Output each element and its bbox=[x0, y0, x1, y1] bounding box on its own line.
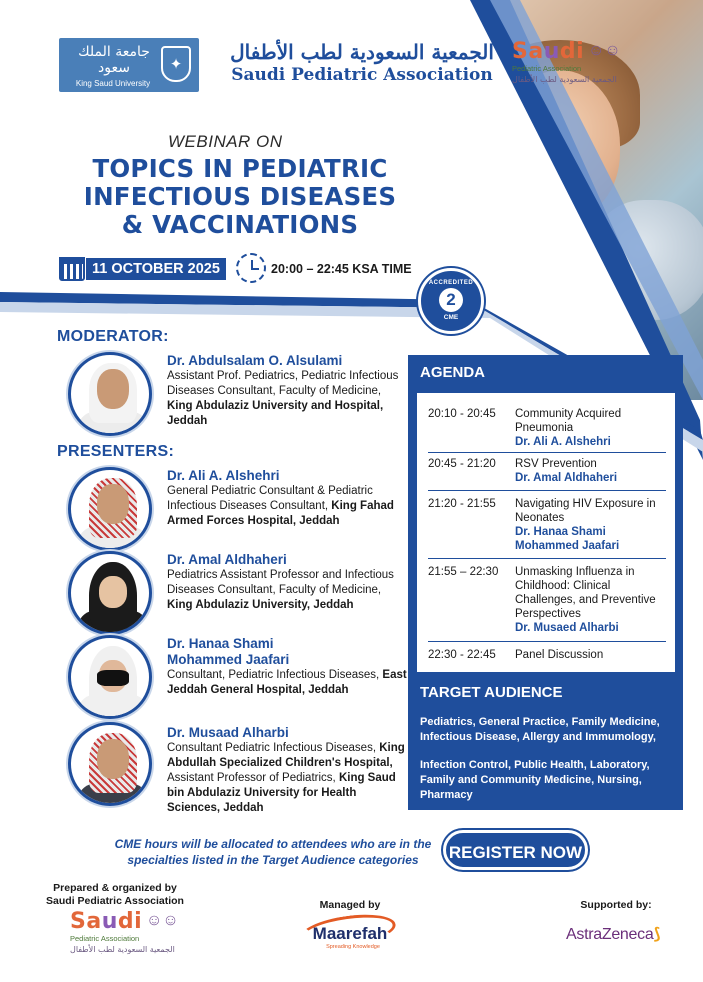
agenda-topic: Unmasking Influenza in Childhood: Clinical Challenges, and Preventive Perspectives bbox=[515, 566, 656, 620]
cme-badge bbox=[418, 268, 484, 334]
presenter-name: Dr. Ali A. Alshehri bbox=[167, 468, 280, 483]
agenda-time: 21:20 - 21:55 bbox=[428, 498, 496, 510]
logo-word-a: Sa bbox=[70, 909, 102, 934]
logo-word-u: u bbox=[101, 909, 118, 934]
presenter-affiliation: King Abdulaziz University, Jeddah bbox=[167, 599, 354, 611]
kids-icon: ☺☺ bbox=[146, 912, 179, 929]
logo-sub-english: Pediatric Association bbox=[70, 934, 140, 943]
logo-word-b: di bbox=[559, 39, 585, 64]
calendar-icon bbox=[59, 257, 85, 281]
agenda-time: 20:10 - 20:45 bbox=[428, 408, 496, 420]
spa-name-english: Saudi Pediatric Association bbox=[231, 65, 493, 85]
agenda-topic: Community Acquired Pneumonia bbox=[515, 408, 622, 434]
maarefah-logo bbox=[298, 914, 402, 954]
presenter-avatar bbox=[68, 467, 152, 551]
logo-word-u: u bbox=[543, 39, 560, 64]
presenter-name: Dr. Musaad Alharbi bbox=[167, 725, 289, 740]
agenda-speaker: Dr. Ali A. Alshehri bbox=[515, 436, 611, 448]
presenter-name: Dr. Amal Aldhaheri bbox=[167, 552, 287, 567]
spa-header bbox=[226, 40, 498, 86]
presenter-name: Dr. Hanaa Shami Mohammed Jaafari bbox=[167, 636, 290, 667]
webinar-kicker: WEBINAR ON bbox=[168, 132, 283, 151]
palm-seal-icon: ✦ bbox=[161, 46, 191, 82]
maarefah-tagline: Spreading Knowledge bbox=[326, 944, 380, 950]
presenter-affiliation: East Jeddah General Hospital, Jeddah bbox=[167, 669, 407, 696]
register-now-button[interactable]: REGISTER NOW bbox=[443, 830, 588, 870]
presenter-affiliation-2: King Saud bin Abdulaziz University for Health Sciences, Jeddah bbox=[167, 772, 396, 814]
logo-sub-english: Pediatric Association bbox=[512, 64, 582, 73]
agenda-speaker: Dr. Amal Aldhaheri bbox=[515, 472, 618, 484]
presenter-affiliation: King Fahad Armed Forces Hospital, Jeddah bbox=[167, 500, 394, 527]
agenda-topic: Panel Discussion bbox=[515, 649, 604, 661]
title-line-1: TOPICS IN PEDIATRIC bbox=[92, 154, 388, 183]
astrazeneca-word: AstraZeneca bbox=[566, 926, 654, 943]
logo-sub-arabic: الجمعية السعودية لطب الأطفال bbox=[70, 945, 175, 954]
agenda-heading: AGENDA bbox=[420, 364, 486, 381]
agenda-time: 20:45 - 21:20 bbox=[428, 458, 496, 470]
presenter-info bbox=[167, 725, 407, 816]
event-time: 20:00 – 22:45 KSA TIME bbox=[271, 262, 412, 276]
title-line-2: INFECTIOUS DISEASES bbox=[83, 182, 397, 211]
presenter-avatar bbox=[68, 722, 152, 806]
webinar-title bbox=[60, 155, 420, 239]
moderator-name: Dr. Abdulsalam O. Alsulami bbox=[167, 353, 343, 368]
presenter-avatar bbox=[68, 551, 152, 635]
presenter-affiliation: King Abdullah Specialized Children's Hospital, bbox=[167, 742, 405, 769]
ksu-logo-english: King Saud University bbox=[75, 79, 151, 88]
moderator-affiliation: King Abdulaziz University and Hospital, Jeddah bbox=[167, 400, 384, 427]
moderator-desc: Assistant Prof. Pediatrics, Pediatric Infectious Diseases Consultant, Faculty of Medicine, bbox=[167, 370, 399, 397]
presenter-info bbox=[167, 636, 407, 698]
cme-note: CME hours will be allocated to attendees who are in the specialties listed in the Target Audience categories bbox=[114, 837, 432, 867]
ksu-logo bbox=[59, 38, 199, 92]
agenda-speaker: Dr. Musaed Alharbi bbox=[515, 622, 619, 634]
agenda-time: 22:30 - 22:45 bbox=[428, 649, 496, 661]
spa-name-arabic: الجمعية السعودية لطب الأطفال bbox=[230, 40, 494, 64]
presenter-desc-2: Assistant Professor of Pediatrics, bbox=[167, 772, 336, 784]
saudi-pediatric-logo-bottom bbox=[70, 910, 190, 955]
moderator-heading: MODERATOR: bbox=[57, 328, 169, 345]
target-audience-heading: TARGET AUDIENCE bbox=[420, 684, 563, 701]
presenter-avatar bbox=[68, 635, 152, 719]
agenda-topic: RSV Prevention bbox=[515, 458, 597, 470]
title-line-3: & VACCINATIONS bbox=[121, 210, 359, 239]
agenda-divider bbox=[428, 452, 666, 453]
target-audience-para-1: Pediatrics, General Practice, Family Medicine, Infectious Disease, Allergy and Immumology, bbox=[420, 716, 660, 743]
cme-hours: 2 bbox=[439, 288, 463, 312]
kids-icon: ☺☺ bbox=[588, 42, 621, 59]
presenter-desc: Pediatrics Assistant Professor and Infectious Diseases Consultant, Faculty of Medicine, bbox=[167, 569, 394, 596]
presenter-desc: Consultant, Pediatric Infectious Diseases, bbox=[167, 669, 380, 681]
agenda-time: 21:55 – 22:30 bbox=[428, 566, 499, 578]
moderator-info bbox=[167, 353, 407, 429]
supported-by-label: Supported by: bbox=[580, 899, 652, 911]
cme-badge-bottom: CME bbox=[443, 314, 459, 321]
astrazeneca-logo bbox=[566, 924, 660, 944]
presenter-info bbox=[167, 552, 407, 613]
logo-word-b: di bbox=[117, 909, 143, 934]
presenter-desc: Consultant Pediatric Infectious Diseases, bbox=[167, 742, 377, 754]
ksu-logo-arabic: جامعة الملك سعود bbox=[78, 44, 150, 76]
prepared-by-label: Prepared & organized by Saudi Pediatric Association bbox=[46, 882, 184, 907]
astrazeneca-symbol-icon: ⟆ bbox=[653, 926, 661, 943]
maarefah-word: Maarefah bbox=[312, 924, 388, 943]
clock-icon bbox=[236, 253, 266, 283]
event-date: 11 OCTOBER 2025 bbox=[86, 258, 226, 280]
agenda-topic: Navigating HIV Exposure in Neonates bbox=[515, 498, 656, 524]
target-audience-para-2: Infection Control, Public Health, Laboratory, Family and Community Medicine, Nursing, Pharmacy bbox=[420, 759, 650, 801]
presenter-desc: General Pediatric Consultant & Pediatric Infectious Diseases Consultant, bbox=[167, 485, 373, 512]
moderator-avatar bbox=[68, 352, 152, 436]
agenda-speaker: Dr. Hanaa Shami Mohammed Jaafari bbox=[515, 526, 620, 552]
agenda-divider bbox=[428, 490, 666, 491]
cme-badge-top: ACCREDITED bbox=[428, 280, 474, 286]
presenters-heading: PRESENTERS: bbox=[57, 443, 175, 460]
agenda-divider bbox=[428, 641, 666, 642]
saudi-pediatric-logo-top bbox=[512, 40, 632, 85]
logo-sub-arabic: الجمعية السعودية لطب الأطفال bbox=[512, 75, 617, 84]
agenda-divider bbox=[428, 558, 666, 559]
logo-word-a: Sa bbox=[512, 39, 544, 64]
presenter-info bbox=[167, 468, 407, 529]
managed-by-label: Managed by bbox=[319, 899, 381, 911]
